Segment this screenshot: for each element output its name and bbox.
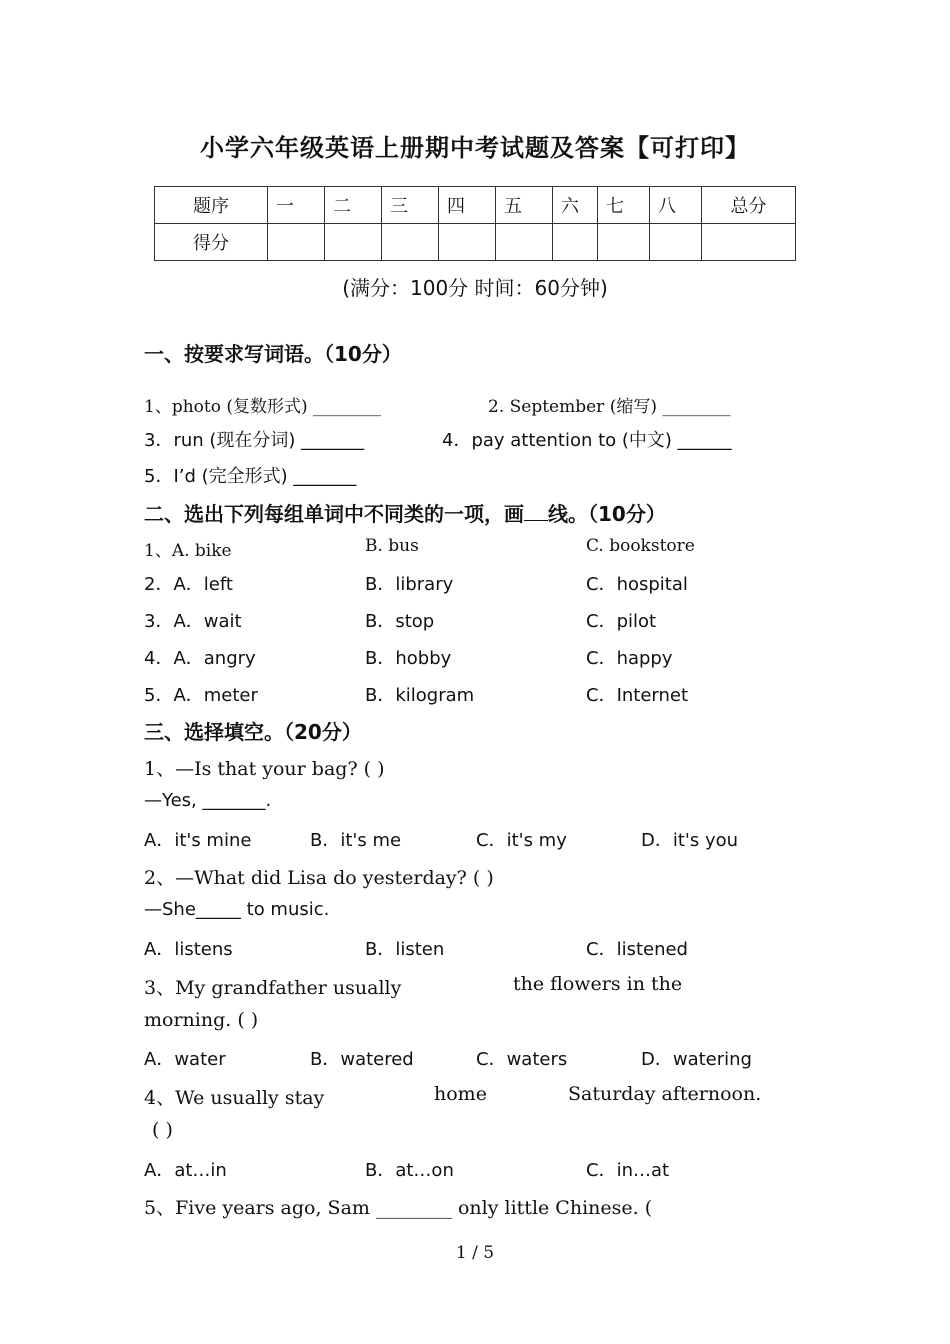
section3-q3-stem-a: 3、My grandfather usually xyxy=(144,977,402,999)
score-header-cell: 三 xyxy=(382,187,439,224)
section3-q5-stem: 5、Five years ago, Sam ________ only little Chinese. ( xyxy=(144,1197,653,1219)
section2-row4-a: 4．A．angry xyxy=(144,648,256,669)
page-title: 小学六年级英语上册期中考试题及答案【可打印】 xyxy=(200,134,750,162)
section3-q4-opt-c: C．in…at xyxy=(586,1160,670,1181)
section3-q2-opt-c: C．listened xyxy=(586,939,688,960)
section3-q1-opt-b: B．it's me xyxy=(310,830,402,851)
section3-q4-stem-a: 4、We usually stay xyxy=(144,1087,325,1109)
section3-q4-stem-b: home xyxy=(434,1083,487,1105)
section3-q4-opt-a: A．at…in xyxy=(144,1160,227,1181)
section1-q2: 2. September (缩写) ________ xyxy=(488,397,731,417)
section3-q2-reply: —She_____ to music. xyxy=(144,899,330,920)
section2-row2-c: C．hospital xyxy=(586,574,688,595)
score-cell xyxy=(268,224,325,261)
score-header-cell: 二 xyxy=(325,187,382,224)
section3-q2-opt-b: B．listen xyxy=(365,939,445,960)
section2-row5-a: 5．A．meter xyxy=(144,685,258,706)
section2-row1-b: B. bus xyxy=(365,536,419,556)
score-table-header-row xyxy=(155,187,796,224)
section2-row5-c: C．Internet xyxy=(586,685,689,706)
score-cell xyxy=(598,224,650,261)
section3-q3-opt-c: C．waters xyxy=(476,1049,568,1070)
section2-row5-b: B．kilogram xyxy=(365,685,475,706)
section2-row3-c: C．pilot xyxy=(586,611,657,632)
section1-q1: 1、photo (复数形式) ________ xyxy=(144,397,382,417)
section3-q4-paren: ( ) xyxy=(152,1119,173,1141)
score-table-score-row xyxy=(155,224,796,261)
section3-q3-stem-b: the flowers in the xyxy=(513,973,683,995)
section2-row1-a: 1、A. bike xyxy=(144,541,232,561)
score-header-cell: 七 xyxy=(598,187,650,224)
score-cell xyxy=(382,224,439,261)
score-cell xyxy=(325,224,382,261)
section3-q1-opt-a: A．it's mine xyxy=(144,830,252,851)
section3-q1-opt-c: C．it's my xyxy=(476,830,567,851)
score-table xyxy=(154,186,796,261)
section1-q3: 3．run (现在分词) _______ xyxy=(144,430,365,451)
score-header-cell: 一 xyxy=(268,187,325,224)
section2-row2-b: B．library xyxy=(365,574,454,595)
section3-heading: 三、选择填空。（20分） xyxy=(144,720,362,744)
score-cell xyxy=(702,224,796,261)
section2-heading-blank xyxy=(524,502,548,521)
section2-row1-c: C. bookstore xyxy=(586,536,695,556)
score-cell xyxy=(439,224,496,261)
full-score-note: (满分：100分 时间：60分钟) xyxy=(342,276,608,300)
section3-q2-opt-a: A．listens xyxy=(144,939,233,960)
section2-heading xyxy=(144,498,666,527)
score-header-cell: 八 xyxy=(650,187,702,224)
section2-row2-a: 2．A．left xyxy=(144,574,233,595)
section2-row4-b: B．hobby xyxy=(365,648,452,669)
section2-heading-part-a: 二、选出下列每组单词中不同类的一项，画 xyxy=(144,502,524,526)
section3-q1-reply: —Yes, _______. xyxy=(144,790,272,811)
section1-heading: 一、按要求写词语。（10分） xyxy=(144,342,402,366)
section2-heading-part-b: 线。（10分） xyxy=(548,502,666,526)
score-header-cell: 六 xyxy=(553,187,598,224)
page-number: 1 / 5 xyxy=(455,1243,495,1263)
section3-q2-stem: 2、—What did Lisa do yesterday? ( ) xyxy=(144,867,494,889)
score-header-cell: 总分 xyxy=(702,187,796,224)
score-header-cell: 题序 xyxy=(155,187,268,224)
section3-q3-opt-b: B．watered xyxy=(310,1049,414,1070)
section1-q5: 5．I’d (完全形式) _______ xyxy=(144,466,357,487)
score-cell xyxy=(553,224,598,261)
section2-row3-b: B．stop xyxy=(365,611,435,632)
score-header-cell: 五 xyxy=(496,187,553,224)
section3-q4-opt-b: B．at…on xyxy=(365,1160,454,1181)
section3-q1-stem: 1、—Is that your bag? ( ) xyxy=(144,758,385,780)
score-cell xyxy=(496,224,553,261)
section2-row4-c: C．happy xyxy=(586,648,673,669)
section3-q4-stem-c: Saturday afternoon. xyxy=(568,1083,762,1105)
section3-q3-stem-c: morning. ( ) xyxy=(144,1009,259,1031)
section1-q4: 4．pay attention to (中文) ______ xyxy=(442,430,732,451)
score-header-cell: 四 xyxy=(439,187,496,224)
score-cell xyxy=(650,224,702,261)
section2-row3-a: 3．A．wait xyxy=(144,611,242,632)
score-row-label: 得分 xyxy=(155,224,268,261)
section3-q3-opt-a: A．water xyxy=(144,1049,226,1070)
section3-q1-opt-d: D．it's you xyxy=(641,830,739,851)
section3-q3-opt-d: D．watering xyxy=(641,1049,752,1070)
